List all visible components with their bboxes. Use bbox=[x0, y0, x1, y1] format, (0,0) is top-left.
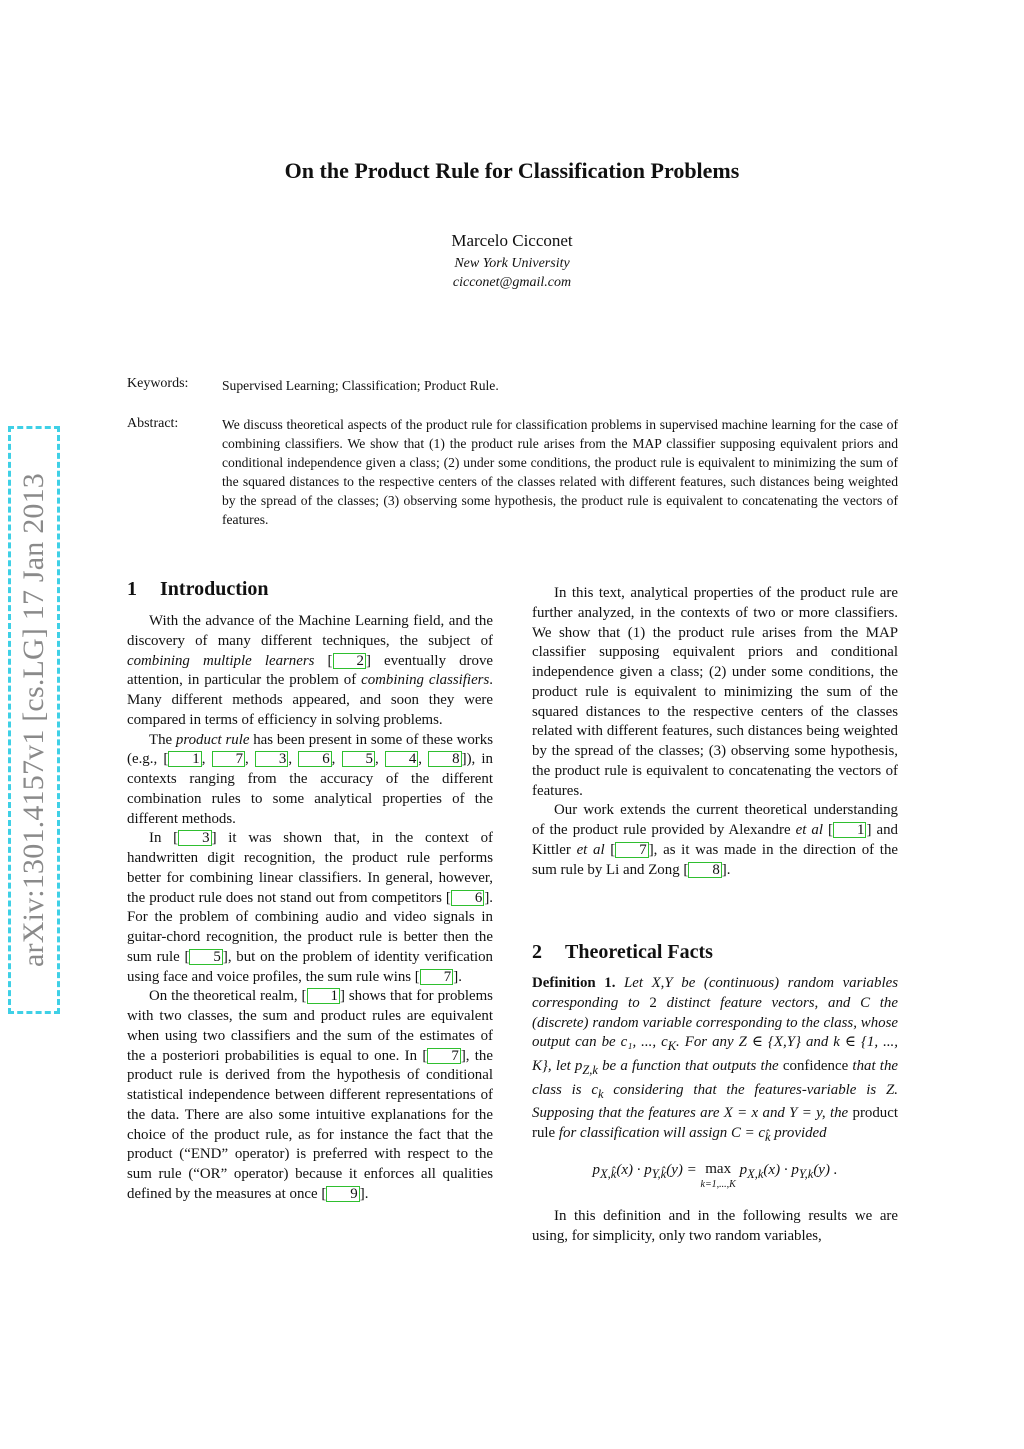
arxiv-stamp-text: arXiv:1301.4157v1 [cs.LG] 17 Jan 2013 bbox=[17, 473, 50, 967]
citation-link[interactable]: 9 bbox=[326, 1186, 359, 1202]
intro-paragraph-4: On the theoretical realm, [ 1 ] shows that for problems with two classes, the sum and product rules are equivalent when using two classifiers and the sum of the estimates of the a posteriori probabilities is equal to one. In [ 7 ], the product rule is derived from the hypothesis of conditional statistical independence between different representations of the data. There are also some intuitive explanations for the choice of the product rule, as for instance the fact that the product (“END” operator) is preferred with respect to the sum rule (“OR” operator) because it enforces all qualities defined by the measures at once [ 9 ]. bbox=[127, 988, 493, 1202]
left-column bbox=[127, 612, 493, 1205]
section-heading-theoretical-facts bbox=[532, 941, 713, 964]
citation-link[interactable]: 4 bbox=[385, 751, 418, 767]
paper-title: On the Product Rule for Classification Problems bbox=[284, 158, 740, 183]
author-affiliation: New York University bbox=[454, 256, 570, 271]
citation-link[interactable]: 7 bbox=[420, 969, 453, 985]
intro-paragraph-1: With the advance of the Machine Learning field, and the discovery of many different techniques, the subject of combining multiple learners [ 2 ] eventually drove attention, in particular the problem of combining classifiers. Many different methods appeared, and soon they were compared in terms of efficiency in solving problems. bbox=[127, 613, 494, 728]
definition-1: Definition 1. Let X,Y be (continuous) random variables corresponding to 2 distinct feature vectors, and C the (discrete) random variable corresponding to the class, whose output can be c₁, ..., $c_K$. For any Z ∈ {X,Y} and k ∈ {1, ..., K}, let $p_{Z,k}$ be a function that outputs the confidence that the class is $c_k$ considering that the features-variable is Z. Supposing that the features are X = x and Y = y, the product rule for classification will assign $C = c_{k̂}$ provided bbox=[532, 975, 898, 1145]
citation-link[interactable]: 8 bbox=[428, 751, 461, 767]
keywords-text: Supervised Learning; Classification; Product Rule. bbox=[222, 378, 499, 393]
definition-label: Definition 1. bbox=[532, 975, 616, 991]
citation-link[interactable]: 1 bbox=[307, 988, 340, 1004]
intro-paragraph-3: In [ 3 ] it was shown that, in the context of handwritten digit recognition, the product rule performs better for combining linear classifiers. In general, however, the product rule does not stand out from competitors [ 6 ]. For the problem of combining audio and video signals in guitar-chord recognition, the product rule is better then the sum rule [ 5 ], but on the problem of identity verification using face and voice profiles, the sum rule wins [ 7 ]. bbox=[127, 830, 493, 985]
citation-link[interactable]: 5 bbox=[342, 751, 375, 767]
citation-link[interactable]: 3 bbox=[178, 830, 211, 846]
citation-link[interactable]: 8 bbox=[688, 862, 721, 878]
section-number: 2 bbox=[532, 941, 542, 963]
section-title: Introduction bbox=[160, 578, 269, 600]
right-column bbox=[532, 584, 898, 880]
right-paragraph-3: In this definition and in the following results we are using, for simplicity, only two random variables, bbox=[532, 1208, 898, 1244]
product-rule-equation: $p_{X,k̂}(x) \cdot p_{Y,k̂}(y) = \max$ k=1,...,K $p_{X,k}(x) \cdot p_{Y,k}(y)$ . bbox=[592, 1161, 838, 1190]
section-title: Theoretical Facts bbox=[565, 941, 713, 963]
author-name: Marcelo Cicconet bbox=[451, 231, 573, 250]
citation-link[interactable]: 7 bbox=[212, 751, 245, 767]
citation-link[interactable]: 3 bbox=[255, 751, 288, 767]
citation-link[interactable]: 5 bbox=[189, 949, 222, 965]
section-heading-introduction bbox=[127, 578, 269, 601]
citation-link[interactable]: 7 bbox=[615, 842, 648, 858]
citation-link[interactable]: 7 bbox=[427, 1048, 460, 1064]
right-paragraph-1: In this text, analytical properties of the product rule are further analyzed, in the contexts of two or more classifiers. We show that (1) the product rule arises from the MAP classifier supposing equivalent priors and conditional independence given a class; (2) under some conditions, the product rule is equivalent to minimizing the sum of the squared distances to the respective centers of the classes related with different features, such distances being weighted by the spread of the classes; (3) observing some hypothesis, the product rule is equivalent to concatenating the vectors of features. bbox=[532, 585, 898, 799]
keywords-label: Keywords: bbox=[127, 376, 189, 391]
section-number: 1 bbox=[127, 578, 137, 600]
right-paragraph-2: Our work extends the current theoretical understanding of the product rule provided by Alexandre et al [ 1 ] and Kittler et al [ 7 ], as it was made in the direction of the sum rule by Li and Zong [ 8 ]. bbox=[532, 802, 898, 878]
citation-link[interactable]: 2 bbox=[333, 653, 366, 669]
citation-link[interactable]: 6 bbox=[298, 751, 331, 767]
citation-link[interactable]: 1 bbox=[168, 751, 201, 767]
intro-paragraph-2: The product rule has been present in some of these works (e.g., [ 1 , 7 , 3 , 6 , 5 , 4 , 8 ]), in contexts ranging from the accuracy of the different combination rules to some analytical properties of the different methods. bbox=[127, 731, 493, 827]
author-email[interactable]: cicconet@gmail.com bbox=[452, 275, 572, 290]
arxiv-stamp[interactable] bbox=[8, 426, 60, 1014]
abstract-text: We discuss theoretical aspects of the product rule for classification problems in supervised machine learning for the case of combining classifiers. We show that (1) the product rule arises from the MAP classifier supposing equivalent priors and conditional independence given a class; (2) under some conditions, the product rule is equivalent to minimizing the sum of the squared distances to the respective centers of the classes related with different features, such distances being weighted by the spread of the classes; (3) observing some hypothesis, the product rule is equivalent to concatenating the vectors of features. bbox=[222, 417, 898, 527]
citation-link[interactable]: 6 bbox=[451, 890, 484, 906]
abstract-label: Abstract: bbox=[127, 416, 179, 431]
citation-link[interactable]: 1 bbox=[833, 822, 866, 838]
